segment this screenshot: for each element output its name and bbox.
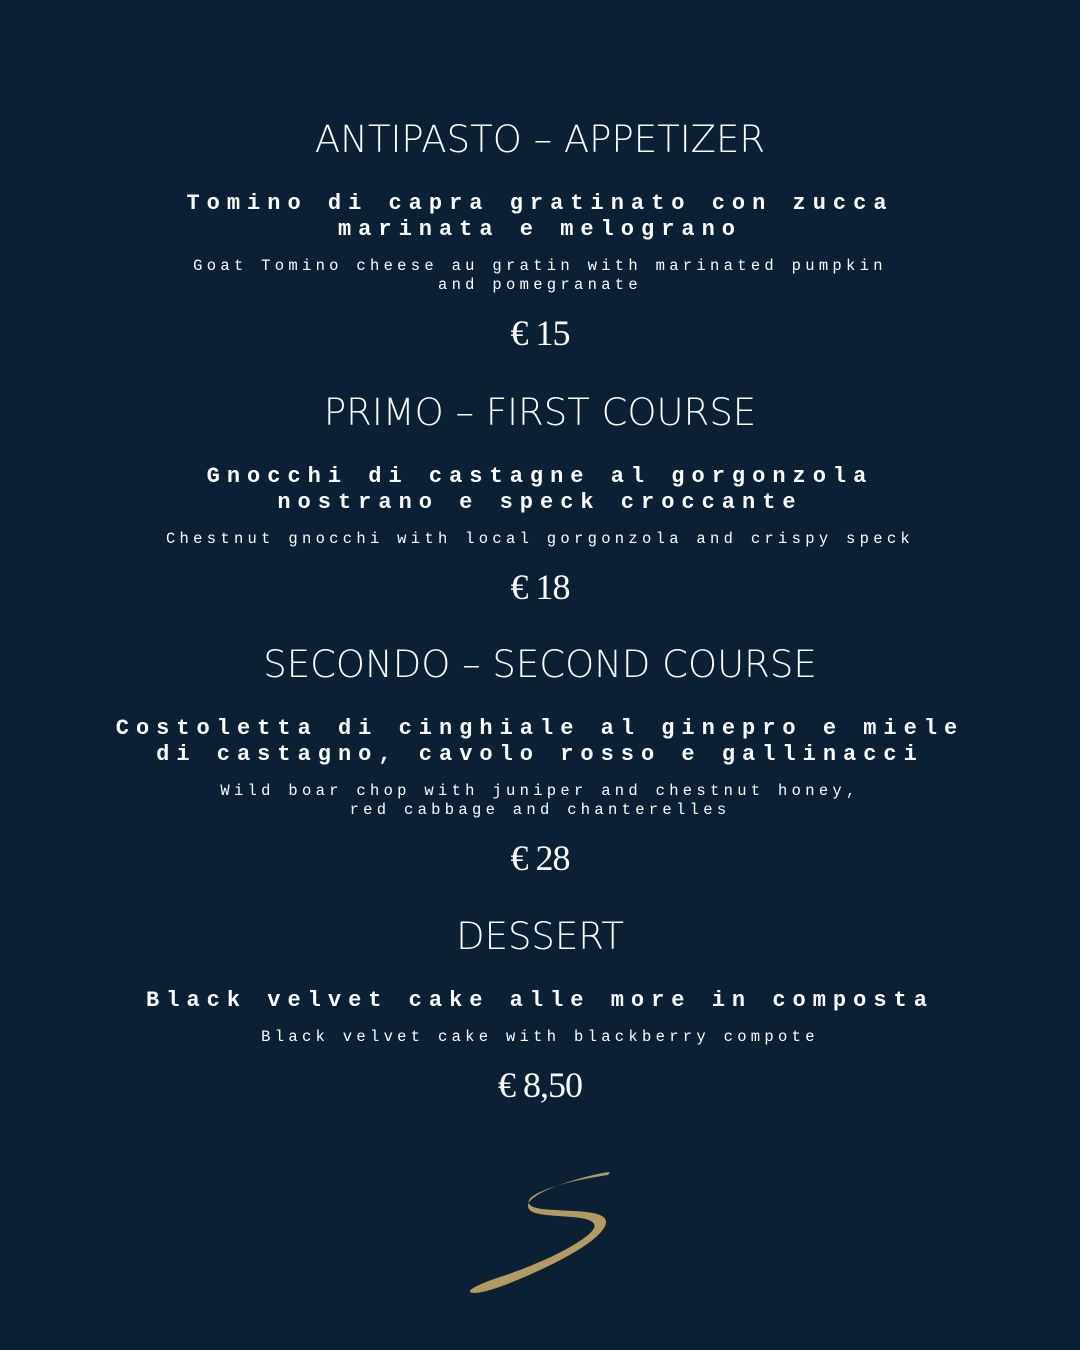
dish-price: € 28 [510,838,570,878]
dish-name: Costoletta di cinghiale al ginepro e miele di castagno, cavolo rosso e gallinacci [115,716,965,767]
section-secondo [0,643,1080,878]
section-primo [0,391,1080,607]
section-antipasto [0,118,1080,353]
dish-name: Tomino di capra gratinato con zucca marinata e melograno [186,191,894,242]
dish-description: Black velvet cake with blackberry compote [261,1028,819,1046]
dish-price: € 18 [510,567,570,607]
section-dessert [0,915,1080,1105]
dish-description: Chestnut gnocchi with local gorgonzola and crispy speck [165,530,915,548]
s-monogram-logo-icon [460,1165,620,1300]
section-title: PRIMO – FIRST COURSE [323,391,757,434]
dish-price: € 15 [510,313,570,353]
dish-price: € 8,50 [498,1065,582,1105]
dish-description: Wild boar chop with juniper and chestnut honey, red cabbage and chanterelles [220,782,860,819]
dish-name: Gnocchi di castagne al gorgonzola nostrano e speck croccante [206,464,874,515]
logo-shape [470,1172,610,1293]
dish-name: Black velvet cake alle more in composta [146,988,934,1013]
section-title: ANTIPASTO – APPETIZER [314,118,766,161]
section-title: DESSERT [456,915,624,958]
dish-description: Goat Tomino cheese au gratin with marinated pumpkin and pomegranate [193,257,887,294]
section-title: SECONDO – SECOND COURSE [263,643,817,686]
